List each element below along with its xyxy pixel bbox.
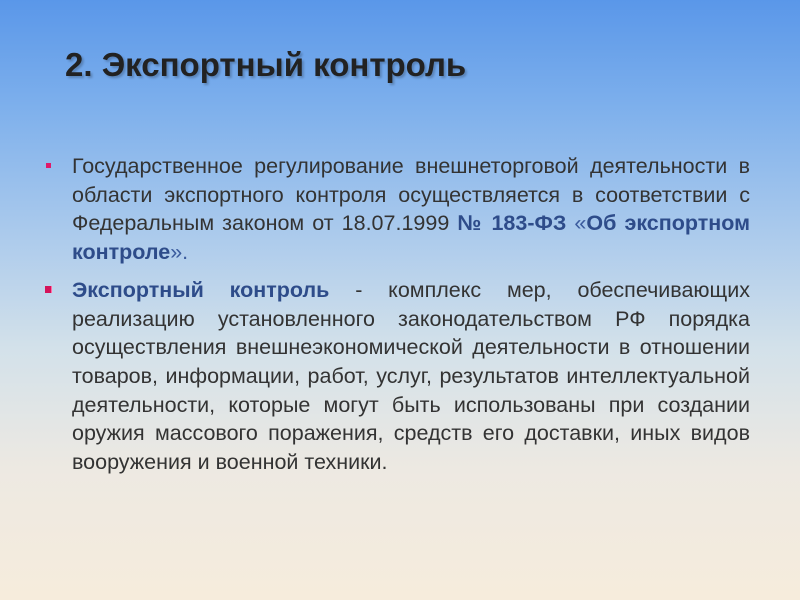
bullet-item-definition: [46, 276, 750, 477]
bullet-item-legal-basis: [46, 152, 750, 267]
defined-term: Экспортный контроль: [72, 277, 330, 302]
definition-text: - комплекс мер, обеспечивающих реализацию установленного законодательством РФ порядка осуществления внешнеэкономической деятельности в отношении товаров, информации, работ, услуг, результатов интеллектуальной деятельности, которые могут быть использованы при создании оружия массового поражения, средств его доставки, иных видов вооружения и военной техники.: [72, 277, 750, 475]
close-quote: ».: [170, 240, 189, 265]
slide-title: 2. Экспортный контроль: [65, 46, 467, 83]
bullet-list: [46, 152, 750, 477]
bullet-marker-icon: [45, 286, 51, 293]
law-title: Об экспортном контроле: [72, 211, 750, 265]
law-number: № 183-ФЗ: [457, 211, 567, 236]
open-quote: «: [574, 211, 587, 236]
bullet-text: Государственное регулирование внешнеторговой деятельности в области экспортного контроля осуществляется в соответствии с Федеральным законом от 18.07.1999: [72, 154, 750, 236]
bullet-marker-icon: [46, 163, 51, 168]
